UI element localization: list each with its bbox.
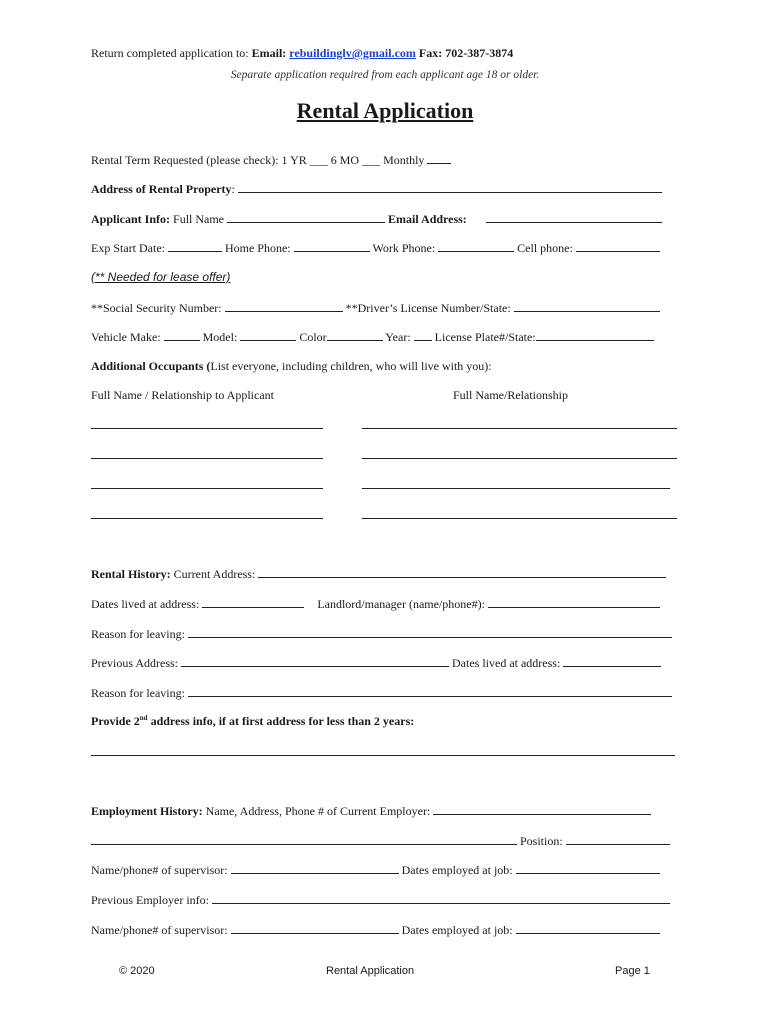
second-address-text-b: address info, if at first address for less than 2 years: <box>147 714 415 728</box>
work-phone-field[interactable] <box>438 240 514 252</box>
supervisor-2-line <box>91 922 660 937</box>
previous-employer-field[interactable] <box>212 892 670 904</box>
supervisor-field[interactable] <box>231 862 399 874</box>
occupants-line <box>91 359 492 373</box>
home-phone-field[interactable] <box>294 240 370 252</box>
second-address-field[interactable] <box>91 744 675 756</box>
current-employer-label: Name, Address, Phone # of Current Employer: <box>205 804 431 818</box>
vehicle-year-label: Year: <box>385 330 411 344</box>
position-line <box>91 833 670 848</box>
reason-2-field[interactable] <box>188 685 672 697</box>
current-address-label: Current Address: <box>173 567 256 581</box>
employment-heading: Employment History: <box>91 804 203 818</box>
license-plate-label: License Plate#/State: <box>434 330 536 344</box>
applicant-line <box>91 211 662 226</box>
rental-history-heading: Rental History: <box>91 567 171 581</box>
position-field[interactable] <box>566 833 670 845</box>
vehicle-model-label: Model: <box>202 330 238 344</box>
employment-line <box>91 803 651 818</box>
page-title: Rental Application <box>296 98 474 123</box>
occupant-field-3b[interactable] <box>362 477 670 489</box>
full-name-label: Full Name <box>173 212 225 226</box>
phones-line <box>91 240 660 255</box>
cell-phone-label: Cell phone: <box>517 241 573 255</box>
rental-term-line <box>91 152 451 167</box>
current-employer-field[interactable] <box>433 803 651 815</box>
dl-field[interactable] <box>514 300 660 312</box>
rental-term-label: Rental Term Requested (please check): 1 YR ___ 6 MO ___ Monthly <box>91 153 425 167</box>
dates-employed-2-label: Dates employed at job: <box>401 923 513 937</box>
previous-employer-label: Previous Employer info: <box>91 893 209 907</box>
vehicle-model-field[interactable] <box>240 329 296 341</box>
footer-page-number: Page 1 <box>615 965 650 977</box>
fax-number: Fax: 702-387-3874 <box>418 46 514 60</box>
dates-employed-label: Dates employed at job: <box>401 863 513 877</box>
second-address-text-a: Provide 2 <box>91 714 140 728</box>
dates-lived-2-field[interactable] <box>563 655 661 667</box>
return-line <box>91 46 513 60</box>
position-label: Position: <box>520 834 563 848</box>
current-address-field[interactable] <box>258 566 666 578</box>
home-phone-label: Home Phone: <box>224 241 291 255</box>
reason-label: Reason for leaving: <box>91 627 185 641</box>
occupant-field-4b[interactable] <box>362 507 677 519</box>
occupants-col1-header: Full Name / Relationship to Applicant <box>91 388 274 402</box>
email-address-field[interactable] <box>486 211 662 223</box>
reason-2-line <box>91 685 672 700</box>
exp-start-field[interactable] <box>168 240 222 252</box>
subtitle: Separate application required from each applicant age 18 or older. <box>230 69 540 81</box>
dates-employed-field[interactable] <box>516 862 660 874</box>
vehicle-make-field[interactable] <box>164 329 200 341</box>
address-field[interactable] <box>238 181 662 193</box>
occupants-instructions: List everyone, including children, who will live with you): <box>210 359 492 373</box>
supervisor-2-label: Name/phone# of supervisor: <box>91 923 228 937</box>
ssn-label: **Social Security Number: <box>91 301 222 315</box>
footer-copyright: © 2020 <box>119 965 155 977</box>
address-line: Address of Rental Property: <box>91 181 662 196</box>
occupant-field-2b[interactable] <box>362 447 677 459</box>
vehicle-make-label: Vehicle Make: <box>91 330 161 344</box>
previous-employer-line <box>91 892 670 907</box>
occupants-heading: Additional Occupants ( <box>91 359 211 373</box>
vehicle-line <box>91 329 654 344</box>
previous-address-label: Previous Address: <box>91 656 178 670</box>
occupant-field-1a[interactable] <box>91 417 323 429</box>
second-address-prompt <box>91 714 414 728</box>
full-name-field[interactable] <box>227 211 385 223</box>
reason-field[interactable] <box>188 626 672 638</box>
reason-2-label: Reason for leaving: <box>91 686 185 700</box>
vehicle-color-field[interactable] <box>327 329 383 341</box>
supervisor-2-field[interactable] <box>231 922 399 934</box>
occupants-col2-header: Full Name/Relationship <box>453 388 568 402</box>
current-address-line <box>91 566 666 581</box>
vehicle-year-field[interactable] <box>414 329 432 341</box>
landlord-line <box>91 596 660 611</box>
vehicle-color-label: Color <box>299 330 327 344</box>
lease-note: (** Needed for lease offer) <box>91 270 231 284</box>
applicant-info-label: Applicant Info: <box>91 212 171 226</box>
dl-label: **Driver’s License Number/State: <box>345 301 511 315</box>
ids-line <box>91 300 660 315</box>
second-address-sup: nd <box>139 714 148 722</box>
email-label: Email: <box>251 46 287 60</box>
occupant-field-2a[interactable] <box>91 447 323 459</box>
current-employer-field-2[interactable] <box>91 833 517 845</box>
ssn-field[interactable] <box>225 300 343 312</box>
dates-lived-label: Dates lived at address: <box>91 597 200 611</box>
email-address-label: Email Address: <box>388 212 467 226</box>
occupant-field-4a[interactable] <box>91 507 323 519</box>
exp-start-label: Exp Start Date: <box>91 241 165 255</box>
supervisor-line <box>91 862 660 877</box>
occupant-field-1b[interactable] <box>362 417 677 429</box>
previous-address-field[interactable] <box>181 655 449 667</box>
cell-phone-field[interactable] <box>576 240 660 252</box>
dates-lived-2-label: Dates lived at address: <box>452 656 561 670</box>
occupant-field-3a[interactable] <box>91 477 323 489</box>
monthly-field[interactable] <box>427 152 451 164</box>
landlord-field[interactable] <box>488 596 660 608</box>
footer-title: Rental Application <box>326 965 415 977</box>
email-link[interactable]: rebuildinglv@gmail.com <box>289 46 416 60</box>
dates-employed-2-field[interactable] <box>516 922 660 934</box>
supervisor-label: Name/phone# of supervisor: <box>91 863 228 877</box>
address-label: Address of Rental Property <box>91 182 232 196</box>
landlord-label: Landlord/manager (name/phone#): <box>317 597 485 611</box>
previous-address-line <box>91 655 661 670</box>
return-text: Return completed application to: <box>91 46 249 60</box>
license-plate-field[interactable] <box>536 329 654 341</box>
reason-line <box>91 626 672 641</box>
work-phone-label: Work Phone: <box>372 241 436 255</box>
dates-lived-field[interactable] <box>202 596 304 608</box>
